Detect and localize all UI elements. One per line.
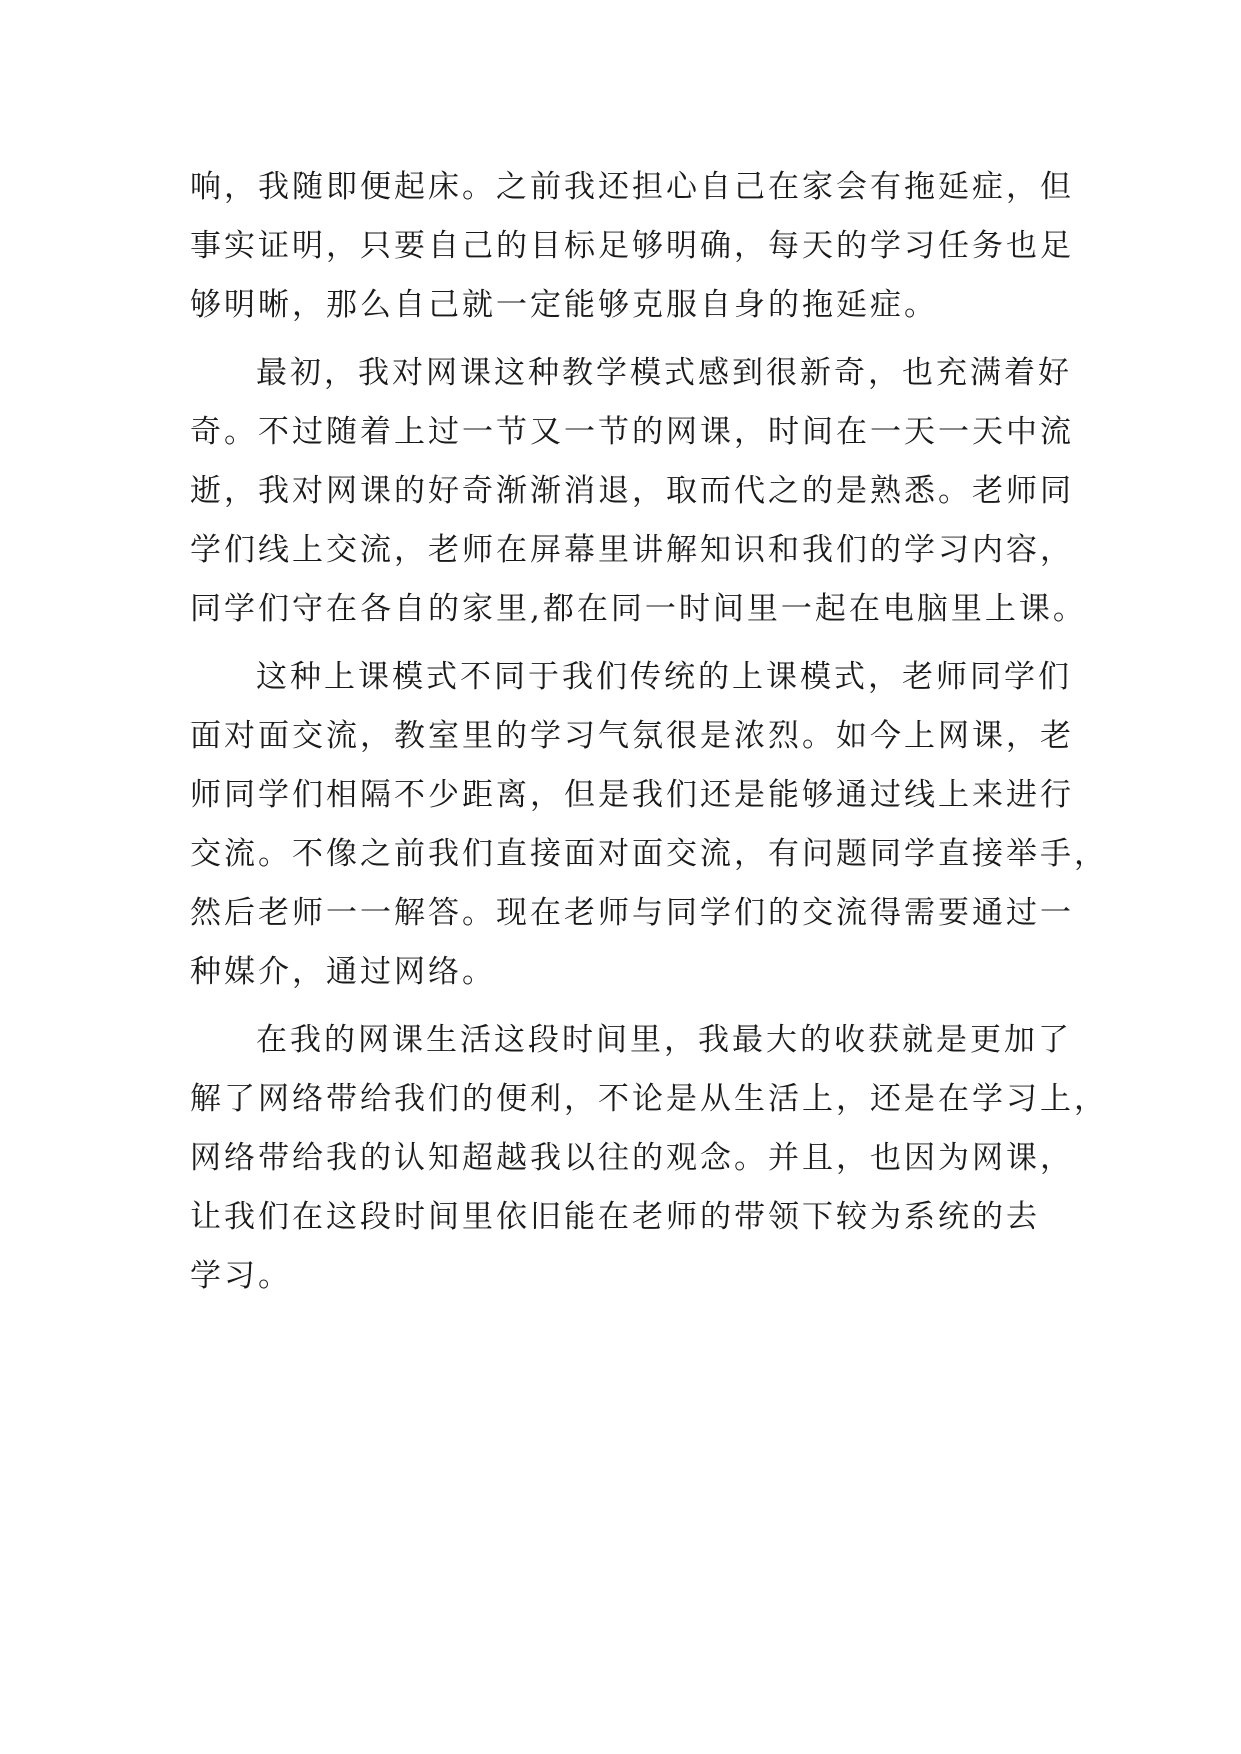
text-line: 种媒介，通过网络。	[190, 954, 496, 990]
text-line: 面对面交流，教室里的学习气氛很是浓烈。如今上网课，老	[190, 718, 1074, 754]
text-line: 在我的网课生活这段时间里，我最大的收获就是更加了	[256, 1022, 1072, 1058]
paragraph-3	[190, 648, 1108, 1002]
text-line: 解了网络带给我们的便利，不论是从生活上，还是在学习上，	[190, 1081, 1108, 1117]
text-line: 学习。	[190, 1258, 292, 1294]
text-line: 够明晰，那么自己就一定能够克服自身的拖延症。	[190, 287, 938, 323]
text-line: 奇。不过随着上过一节又一节的网课，时间在一天一天中流	[190, 414, 1074, 450]
text-line: 网络带给我的认知超越我以往的观念。并且，也因为网课，	[190, 1140, 1074, 1176]
text-line: 这种上课模式不同于我们传统的上课模式，老师同学们	[256, 659, 1072, 695]
paragraph-2	[190, 344, 1087, 639]
text-line: 事实证明，只要自己的目标足够明确，每天的学习任务也足	[190, 228, 1074, 264]
text-line: 最初，我对网课这种教学模式感到很新奇，也充满着好	[256, 355, 1072, 391]
text-line: 交流。不像之前我们直接面对面交流，有问题同学直接举手，	[190, 836, 1108, 872]
text-line: 然后老师一一解答。现在老师与同学们的交流得需要通过一	[190, 895, 1074, 931]
paragraph-1	[190, 158, 1074, 335]
document-body	[190, 158, 1108, 1306]
paragraph-4	[190, 1011, 1108, 1306]
text-line: 师同学们相隔不少距离，但是我们还是能够通过线上来进行	[190, 777, 1074, 813]
text-line: 逝，我对网课的好奇渐渐消退，取而代之的是熟悉。老师同	[190, 473, 1074, 509]
text-line: 同学们守在各自的家里,都在同一时间里一起在电脑里上课。	[190, 591, 1087, 627]
text-line: 响，我随即便起床。之前我还担心自己在家会有拖延症，但	[190, 169, 1074, 205]
text-line: 让我们在这段时间里依旧能在老师的带领下较为系统的去	[190, 1199, 1040, 1235]
text-line: 学们线上交流，老师在屏幕里讲解知识和我们的学习内容，	[190, 532, 1074, 568]
